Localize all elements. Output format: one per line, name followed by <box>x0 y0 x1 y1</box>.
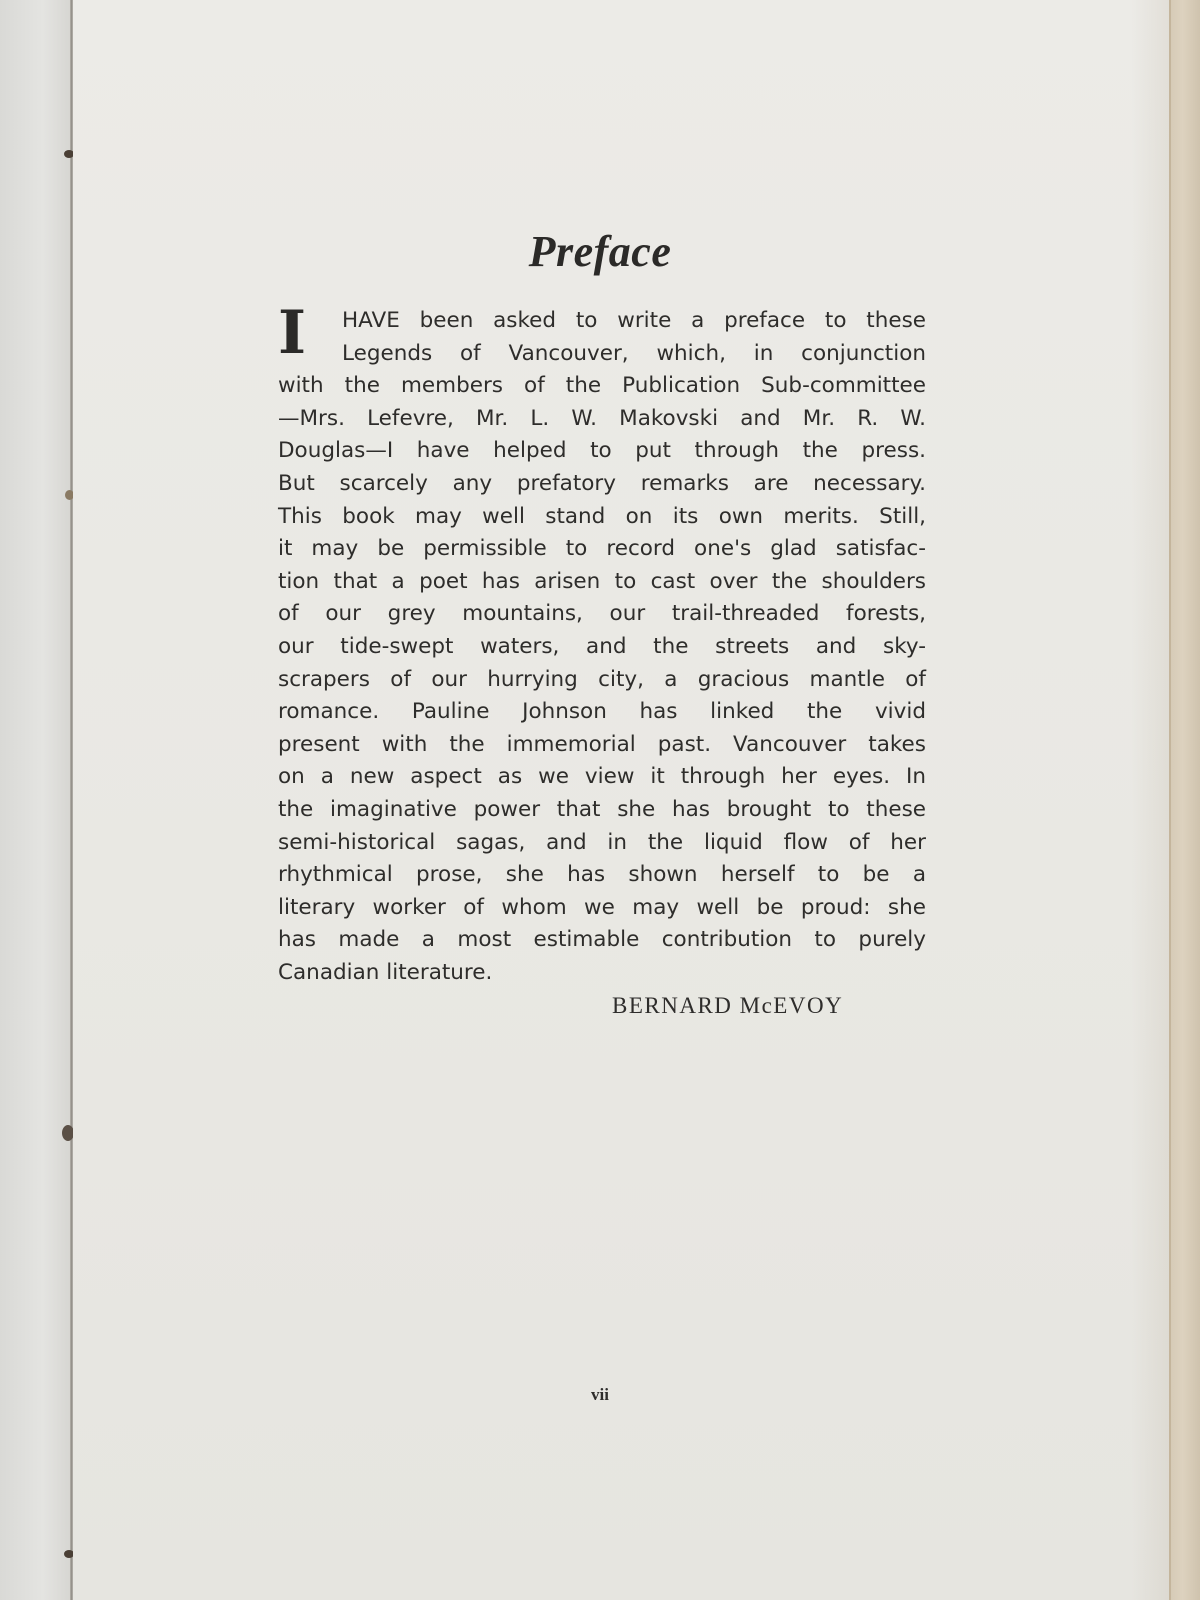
text-line: it may be permissible to record one's glad satisfac- <box>278 536 926 562</box>
text-line: the imaginative power that she has brought to these <box>278 796 926 822</box>
text-line: tion that a poet has arisen to cast over the shoulders <box>278 568 926 594</box>
text-line: This book may well stand on its own merits. Still, <box>278 503 926 529</box>
text-line: present with the immemorial past. Vancouver takes <box>278 731 926 757</box>
text-line: —Mrs. Lefevre, Mr. L. W. Makovski and Mr. R. W. <box>278 405 926 431</box>
text-line: scrapers of our hurrying city, a gracious mantle of <box>278 666 926 692</box>
text-line: Douglas—I have helped to put through the press. <box>278 438 926 464</box>
page-title: Preface <box>528 227 672 276</box>
preface-body <box>278 298 926 989</box>
drop-cap: I <box>278 298 307 368</box>
text-line: Legends of Vancouver, which, in conjunction <box>342 340 926 366</box>
text-line: with the members of the Publication Sub-committee <box>278 373 926 399</box>
author-signature: BERNARD McEVOY <box>612 993 844 1018</box>
text-line: Canadian literature. <box>278 959 493 985</box>
text-line: But scarcely any prefatory remarks are necessary. <box>278 470 926 496</box>
text-line: has made a most estimable contribution to purely <box>278 927 926 953</box>
text-line: on a new aspect as we view it through her eyes. In <box>278 764 926 790</box>
text-line: rhythmical prose, she has shown herself to be a <box>278 862 926 888</box>
text-line: literary worker of whom we may well be proud: she <box>278 894 926 920</box>
text-line: romance. Pauline Johnson has linked the vivid <box>278 699 926 725</box>
page-number: vii <box>591 1385 609 1404</box>
text-line: semi-historical sagas, and in the liquid flow of her <box>278 829 926 855</box>
text-line: our tide-swept waters, and the streets and sky- <box>278 633 926 659</box>
text-line: HAVE been asked to write a preface to these <box>342 308 926 333</box>
text-line: of our grey mountains, our trail-threaded forests, <box>278 601 926 627</box>
